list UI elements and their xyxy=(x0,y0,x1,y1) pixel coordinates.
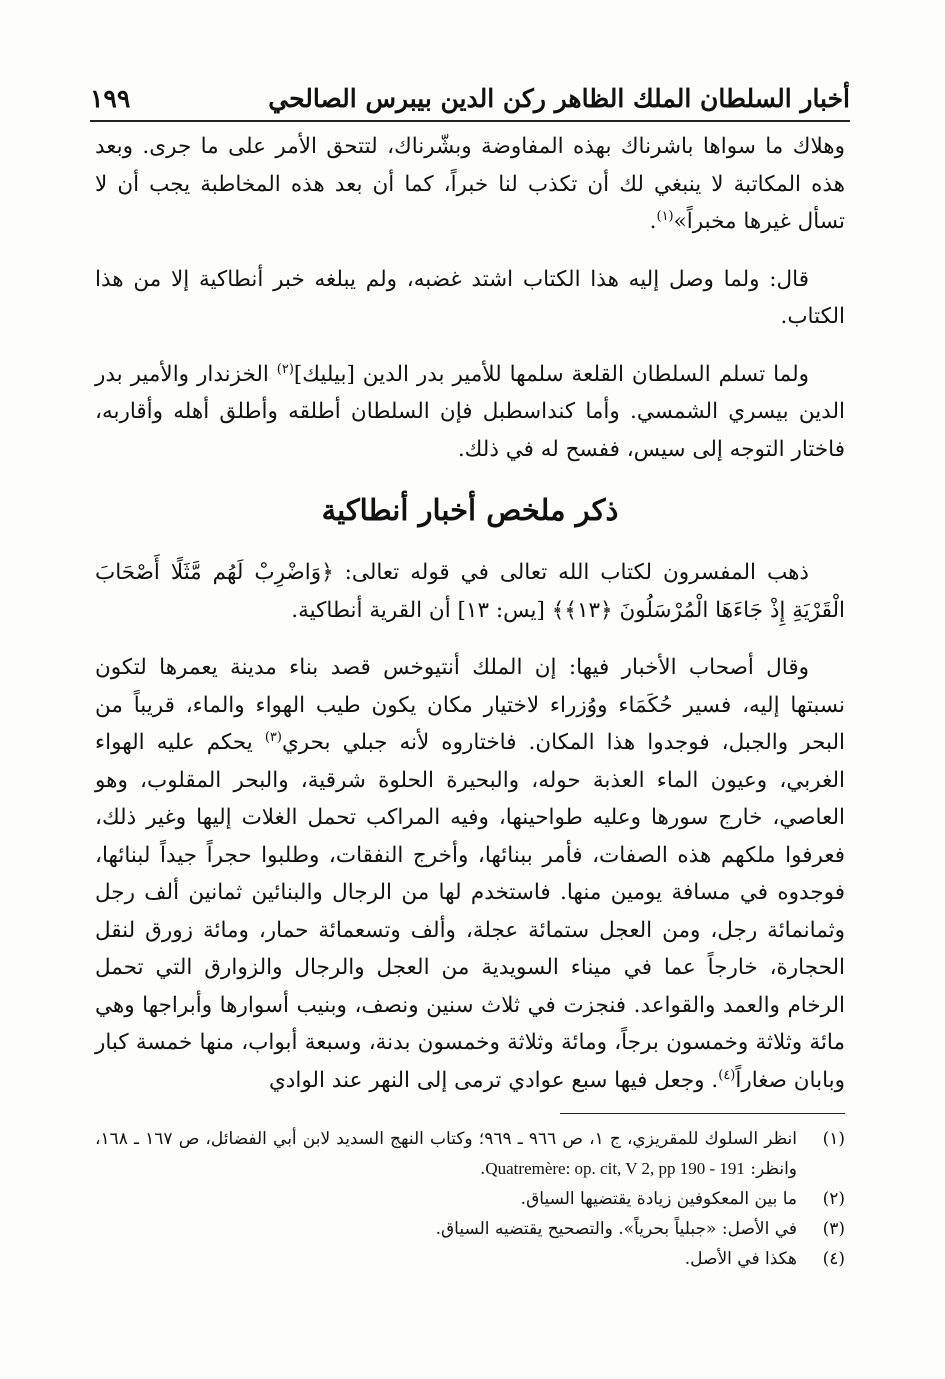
footnote-number: (٣) xyxy=(822,1219,845,1239)
footnote-text: ما بين المعكوفين زيادة يقتضيها السياق. xyxy=(520,1189,797,1209)
footnote-ref: (٣) xyxy=(264,729,282,745)
footnote-text: هكذا في الأصل. xyxy=(684,1249,797,1269)
footnote-ref: (١) xyxy=(656,208,674,224)
footnote-latin-citation: Quatremère: op. cit, V 2, pp 190 - 191 xyxy=(485,1159,745,1178)
running-title: أخبار السلطان الملك الظاهر ركن الدين بيبرس الصالحي xyxy=(268,84,850,113)
body-text xyxy=(95,128,845,1119)
paragraph: وهلاك ما سواها باشرناك بهذه المفاوضة وبشّرناك، لتتحق الأمر على ما جرى. وبعد هذه المكاتبة لا ينبغي لك أن تكذب لنا خبراً، كما أن بعد هذه المخاطبة يجب أن لا تسأل غيرها مخبراً»$^{(١)}$. xyxy=(95,134,845,234)
paragraph-text: يحكم عليه الهواء الغربي، وعيون الماء العذبة حوله، والبحيرة الحلوة شرقية، والبحر المقلوب، وهو العاصي، خارج سورها وعليه طواحينها، وفيه المراكب تحمل الغلات إليها وغير ذلك، فعرفوا ملكهم هذه الصفات، فأمر ببنائها، وأخرج النفقات، وطلبوا حجراً جيداً لبنائها، فوجدوه في مسافة يومين منها. فاستخدم لها من الرجال والبنائين ثمانين ألف رجل وثمانمائة رجل، ومن العجل ستمائة عجلة، وألف وتسعمائة حمار، ومائة زورق لنقل الحجارة، خارجاً عما في ميناء السويدية من العجل والرجال والزوارق التي تحمل الرخام والعمد والقواعد. فنجزت في ثلاث سنين ونصف، وبنيب أسوارها وأبراجها وهي مائة وثلاثة وخمسون برجاً، ومائة وثلاثة وخمسون بدنة، وسبعة أبواب، منها خمسة كبار وبابان صغاراً xyxy=(95,730,845,1093)
section-heading: ذكر ملخص أخبار أنطاكية xyxy=(321,493,619,527)
page-number: ١٩٩ xyxy=(90,84,131,113)
footnote-tail: . xyxy=(479,1159,486,1179)
footnotes xyxy=(95,1124,845,1274)
paragraph xyxy=(95,649,845,1099)
quran-paragraph xyxy=(95,554,845,629)
footnote xyxy=(95,1184,845,1214)
footnote-text-arabic: انظر السلوك للمقريزي، ج ١، ص ٩٦٦ ـ ٩٦٩؛ وكتاب النهج السديد لابن أبي الفضائل، ص ١٦٧ ـ ١٦٨، وانظر: xyxy=(95,1129,797,1179)
verse-reference: [يس: ١٣] أن القرية أنطاكية. xyxy=(291,597,552,623)
paragraph: قال: ولما وصل إليه هذا الكتاب اشتد غضبه، ولم يبلغه خبر أنطاكية إلا من هذا الكتاب. xyxy=(95,266,845,329)
footnote-ref: (٤) xyxy=(718,1067,736,1083)
footnote-divider xyxy=(560,1113,845,1114)
paragraph xyxy=(95,356,845,469)
footnote xyxy=(95,1214,845,1244)
footnote-text xyxy=(95,1124,797,1184)
running-header xyxy=(90,80,850,122)
paragraph-text: وقال أصحاب الأخبار فيها: إن الملك أنتيوخس قصد بناء مدينة يعمرها لتكون نسبتها إليه، فسير حُكَمَاء ووُزراء لاختيار مكان يكون طيب الهواء والماء، قريباً من البحر والجبل، فوجدوا هذا المكان. فاختاروه لأنه جبلي بحري xyxy=(95,655,845,755)
paragraph-text: الخزندار والأمير بدر الدين بيسري الشمسي. وأما كنداسطبل فإن السلطان أطلقه وأطلق أهله وأقاربه، فاختار التوجه إلى سيس، ففسح له في ذلك. xyxy=(95,361,845,462)
paragraph-text: وهلاك ما سواها باشرناك بهذه المفاوضة وبشّرناك، لتتحق الأمر على ما جرى. وبعد هذه المكاتبة لا ينبغي لك أن تكذب لنا خبراً، كما أن بعد هذه المخاطبة يجب أن لا تسأل غيرها مخبراً» xyxy=(95,134,845,234)
quran-verse: ذهب المفسرون لكتاب الله تعالى في قوله تعالى: ﴿وَاضْرِبْ لَهُم مَّثَلًا أَصْحَابَ الْقَرْيَةِ إِذْ جَاءَهَا الْمُرْسَلُونَ ﴿١٣﴾﴾ xyxy=(95,560,845,623)
footnote-number: (٢) xyxy=(822,1189,845,1209)
footnote-ref: (٢) xyxy=(276,361,294,377)
footnote xyxy=(95,1244,845,1274)
footnote-number: (١) xyxy=(822,1129,845,1149)
footnote-number: (٤) xyxy=(822,1249,845,1269)
footnote-text: في الأصل: «جبلياً بحرياً». والتصحيح يقتضيه السياق. xyxy=(435,1219,797,1239)
paragraph-text: . وجعل فيها سبع عوادي ترمى إلى النهر عند الوادي xyxy=(268,1067,719,1093)
paragraph-text: ولما تسلم السلطان القلعة سلمها للأمير بدر الدين [بيليك] xyxy=(293,361,810,387)
footnote xyxy=(95,1124,845,1184)
